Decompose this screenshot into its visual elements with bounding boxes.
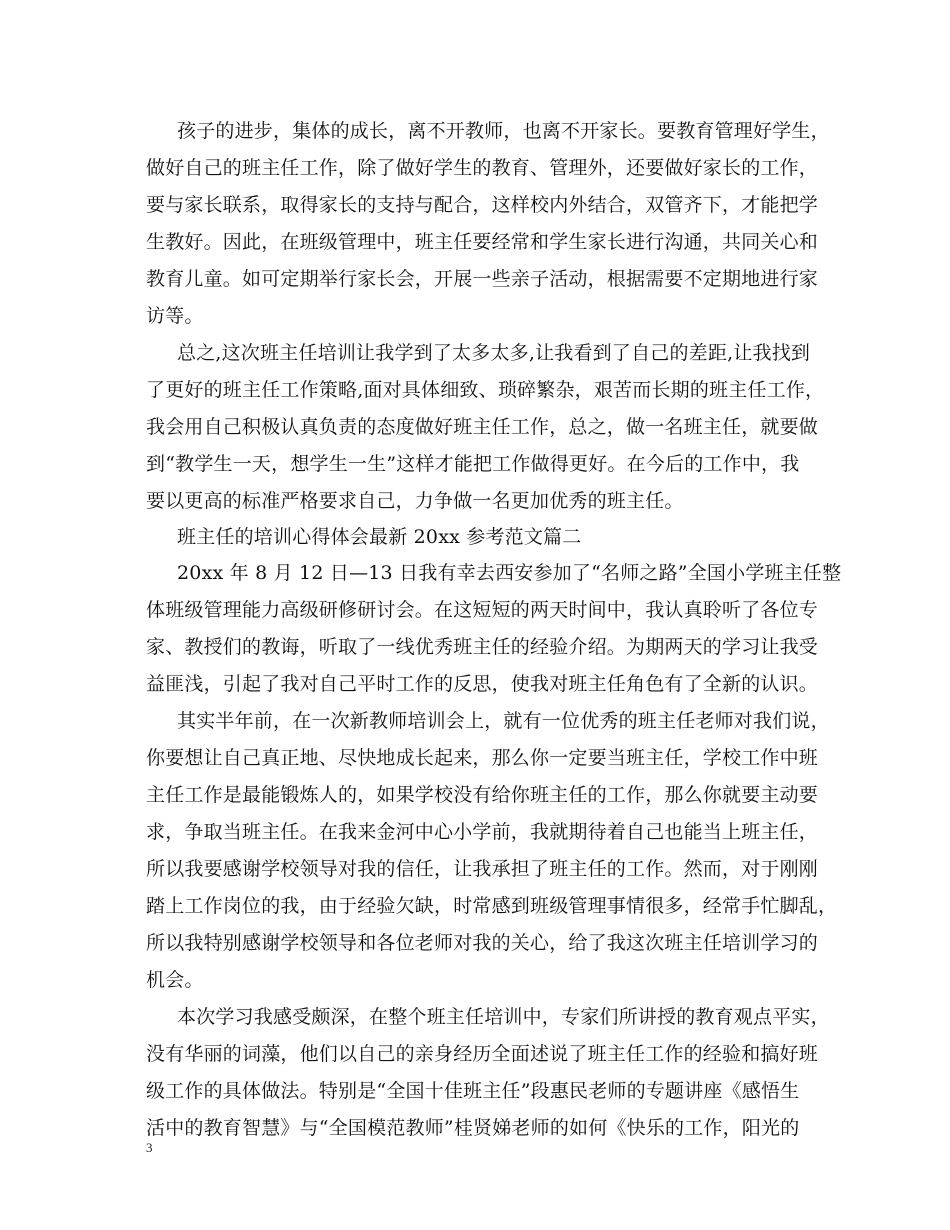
- text-line: 了更好的班主任工作策略,面对具体细致、琐碎繁杂，艰苦而长期的班主任工作，: [146, 379, 825, 401]
- text-line: 主任工作是最能锻炼人的，如果学校没有给你班主任的工作，那么你就要主动要: [146, 784, 819, 806]
- text-line: 所以我要感谢学校领导对我的信任，让我承担了班主任的工作。然而，对于刚刚: [146, 858, 819, 880]
- text-line: 要以更高的标准严格要求自己，力争做一名更加优秀的班主任。: [146, 490, 684, 512]
- text-line: 孩子的进步，集体的成长，离不开教师，也离不开家长。要教育管理好学生，: [177, 120, 830, 142]
- text-line: 你要想让自己真正地、尽快地成长起来，那么你一定要当班主任，学校工作中班: [146, 747, 819, 769]
- page-number: 3: [146, 1140, 153, 1155]
- text-line: 20xx 年 8 月 12 日—13 日我有幸去西安参加了“名师之路”全国小学班主任整: [177, 562, 842, 584]
- text-line: 我会用自己积极认真负责的态度做好班主任工作，总之，做一名班主任，就要做: [146, 416, 819, 438]
- text-line: 要与家长联系，取得家长的支持与配合，这样校内外结合，双管齐下，才能把学: [146, 194, 819, 216]
- text-line: 家、教授们的教诲，听取了一线优秀班主任的经验介绍。为期两天的学习让我受: [146, 636, 819, 658]
- text-line: 到“教学生一天，想学生一生”这样才能把工作做得更好。在今后的工作中，我: [146, 453, 800, 475]
- text-line: 教育儿童。如可定期举行家长会，开展一些亲子活动，根据需要不定期地进行家: [146, 268, 819, 290]
- text-line: 级工作的具体做法。特别是“全国十佳班主任”段惠民老师的专题讲座《感悟生: [146, 1080, 800, 1102]
- text-line: 体班级管理能力高级研修研讨会。在这短短的两天时间中，我认真聆听了各位专: [146, 599, 819, 621]
- text-line: 求，争取当班主任。在我来金河中心小学前，我就期待着自己也能当上班主任，: [146, 821, 819, 843]
- text-line: 本次学习我感受颇深，在整个班主任培训中，专家们所讲授的教育观点平实，: [177, 1006, 830, 1028]
- text-line: 踏上工作岗位的我，由于经验欠缺，时常感到班级管理事情很多，经常手忙脚乱，: [146, 895, 838, 917]
- text-line: 没有华丽的词藻，他们以自己的亲身经历全面述说了班主任工作的经验和搞好班: [146, 1043, 819, 1065]
- text-line: 总之,这次班主任培训让我学到了太多太多,让我看到了自己的差距,让我找到: [177, 342, 811, 364]
- text-line: 所以我特别感谢学校领导和各位老师对我的关心，给了我这次班主任培训学习的: [146, 932, 819, 954]
- text-line: 做好自己的班主任工作，除了做好学生的教育、管理外，还要做好家长的工作，: [146, 157, 819, 179]
- section-heading: 班主任的培训心得体会最新 20xx 参考范文篇二: [177, 526, 582, 548]
- text-line: 访等。: [146, 305, 204, 327]
- text-line: 其实半年前，在一次新教师培训会上，就有一位优秀的班主任老师对我们说，: [177, 710, 830, 732]
- text-line: 机会。: [146, 969, 204, 991]
- text-line: 益匪浅，引起了我对自己平时工作的反思，使我对班主任角色有了全新的认识。: [146, 673, 819, 695]
- text-line: 活中的教育智慧》与“全国模范教师”桂贤娣老师的如何《快乐的工作，阳光的: [146, 1117, 800, 1139]
- text-line: 生教好。因此，在班级管理中，班主任要经常和学生家长进行沟通，共同关心和: [146, 231, 819, 253]
